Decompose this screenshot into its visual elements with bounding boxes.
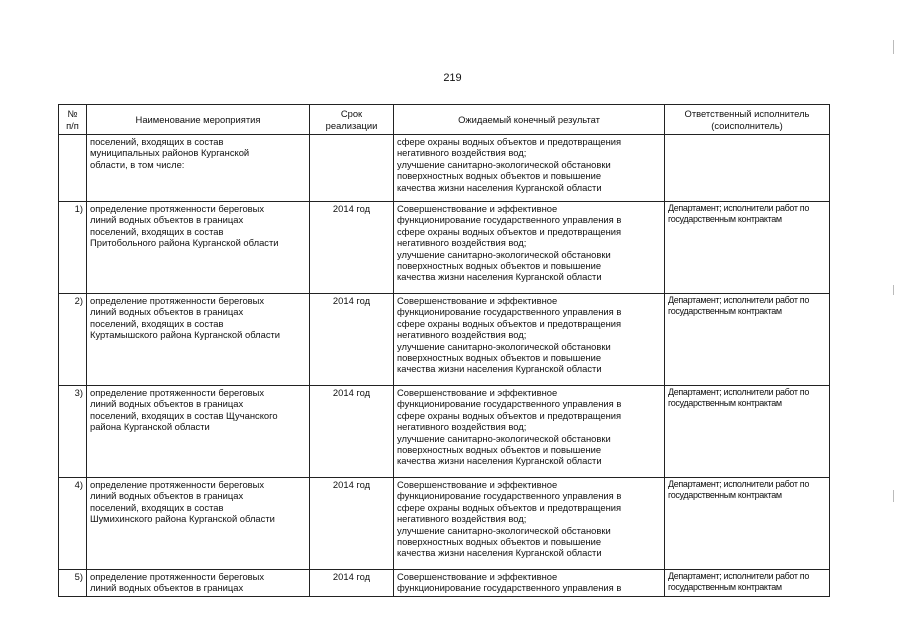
scan-edge-mark [893,490,894,502]
activity-term: 2014 год [310,570,394,597]
header-term: Срок реализации [310,105,394,135]
scan-edge-mark [893,40,894,54]
responsible-executor: Департамент; исполнители работ по государственным контрактам [665,478,830,570]
row-number: 3) [59,386,87,478]
responsible-executor: Департамент; исполнители работ по государственным контрактам [665,570,830,597]
page-number: 219 [443,72,462,84]
activity-name: определение протяженности береговых линий водных объектов в границах поселений, входящих в состав Куртамышского района Курганской области [87,294,310,386]
expected-result: Совершенствование и эффективное функционирование государственного управления в сфере охраны водных объектов и предотвращения негативного воздействия вод; улучшение санитарно-экологической обстановки поверхностных водных объектов и повышение качества жизни населения Курганской области [394,294,665,386]
expected-result: Совершенствование и эффективное функционирование государственного управления в сфере охраны водных объектов и предотвращения негативного воздействия вод; улучшение санитарно-экологической обстановки поверхностных водных объектов и повышение качества жизни населения Курганской области [394,202,665,294]
header-name: Наименование мероприятия [87,105,310,135]
table-row [59,294,830,386]
table-row [59,386,830,478]
row-number: 4) [59,478,87,570]
expected-result: Совершенствование и эффективное функционирование государственного управления в [394,570,665,597]
scan-edge-mark [893,285,894,295]
row-number [59,135,87,202]
table-header-row [59,105,830,135]
activity-term: 2014 год [310,386,394,478]
expected-result: Совершенствование и эффективное функционирование государственного управления в сфере охраны водных объектов и предотвращения негативного воздействия вод; улучшение санитарно-экологической обстановки поверхностных водных объектов и повышение качества жизни населения Курганской области [394,386,665,478]
activity-name: определение протяженности береговых линий водных объектов в границах [87,570,310,597]
table-row [59,135,830,202]
activity-name: определение протяженности береговых линий водных объектов в границах поселений, входящих в состав Шумихинского района Курганской области [87,478,310,570]
activity-name: определение протяженности береговых линий водных объектов в границах поселений, входящих в состав Притобольного района Курганской области [87,202,310,294]
header-executor: Ответственный исполнитель (соисполнитель) [665,105,830,135]
activity-term: 2014 год [310,202,394,294]
responsible-executor: Департамент; исполнители работ по государственным контрактам [665,386,830,478]
table-row [59,570,830,597]
expected-result: сфере охраны водных объектов и предотвращения негативного воздействия вод; улучшение санитарно-экологической обстановки поверхностных водных объектов и повышение качества жизни населения Курганской области [394,135,665,202]
header-result: Ожидаемый конечный результат [394,105,665,135]
header-num: № п/п [59,105,87,135]
row-number: 5) [59,570,87,597]
activity-name: поселений, входящих в состав муниципальных районов Курганской области, в том числе: [87,135,310,202]
table-row [59,202,830,294]
activity-name: определение протяженности береговых линий водных объектов в границах поселений, входящих в состав Щучанского района Курганской области [87,386,310,478]
activity-term: 2014 год [310,294,394,386]
table-row [59,478,830,570]
responsible-executor [665,135,830,202]
expected-result: Совершенствование и эффективное функционирование государственного управления в сфере охраны водных объектов и предотвращения негативного воздействия вод; улучшение санитарно-экологической обстановки поверхностных водных объектов и повышение качества жизни населения Курганской области [394,478,665,570]
activity-term [310,135,394,202]
responsible-executor: Департамент; исполнители работ по государственным контрактам [665,202,830,294]
row-number: 1) [59,202,87,294]
row-number: 2) [59,294,87,386]
activities-table [58,104,830,597]
responsible-executor: Департамент; исполнители работ по государственным контрактам [665,294,830,386]
activity-term: 2014 год [310,478,394,570]
